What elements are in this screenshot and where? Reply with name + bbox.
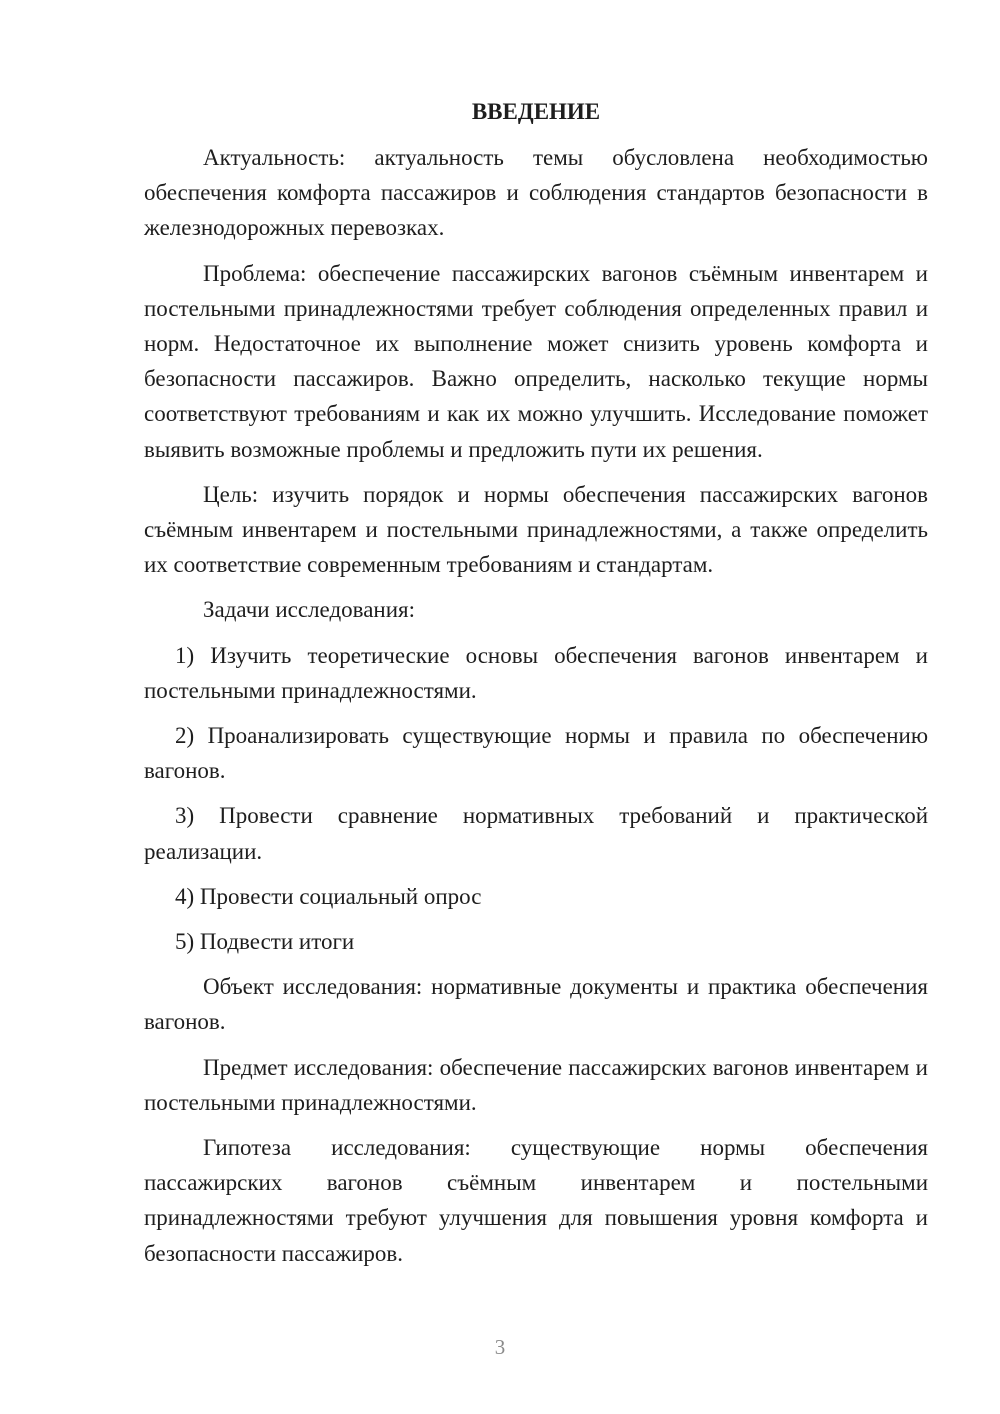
- task-item-4: 4) Провести социальный опрос: [175, 883, 482, 909]
- task-item-2: 2) Проанализировать существующие нормы и правила по обеспечению вагонов.: [144, 723, 928, 784]
- paragraph-goal: Цель: изучить порядок и нормы обеспечения пассажирских вагонов съёмным инвентарем и постельными принадлежностями, а также определить их соответствие современным требованиям и стандартам.: [144, 481, 928, 578]
- paragraph-relevance: Актуальность: актуальность темы обусловлена необходимостью обеспечения комфорта пассажиров и соблюдения стандартов безопасности в железнодорожных перевозках.: [144, 145, 928, 241]
- tasks-heading: Задачи исследования:: [203, 597, 416, 623]
- task-item-3: 3) Провести сравнение нормативных требований и практической реализации.: [144, 803, 928, 864]
- task-item-5: 5) Подвести итоги: [175, 929, 355, 955]
- paragraph-problem: Проблема: обеспечение пассажирских вагонов съёмным инвентарем и постельными принадлежностями требует соблюдения определенных правил и норм. Недостаточное их выполнение может снизить уровень комфорта и безопасности пассажиров. Важно определить, насколько текущие нормы соответствуют требованиям и как их можно улучшить. Исследование поможет выявить возможные проблемы и предложить пути их решения.: [144, 260, 928, 462]
- task-item-1: 1) Изучить теоретические основы обеспечения вагонов инвентарем и постельными принадлежностями.: [144, 642, 928, 703]
- page-content: [144, 94, 928, 1271]
- section-title: ВВЕДЕНИЕ: [471, 99, 601, 124]
- paragraph-hypothesis: Гипотеза исследования: существующие нормы обеспечения пассажирских вагонов съёмным инвентарем и постельными принадлежностями требуют улучшения для повышения уровня комфорта и безопасности пассажиров.: [144, 1135, 928, 1266]
- page-number: 3: [494, 1335, 506, 1359]
- paragraph-object: Объект исследования: нормативные документы и практика обеспечения вагонов.: [144, 974, 928, 1035]
- paragraph-subject: Предмет исследования: обеспечение пассажирских вагонов инвентарем и постельными принадлежностями.: [144, 1054, 928, 1115]
